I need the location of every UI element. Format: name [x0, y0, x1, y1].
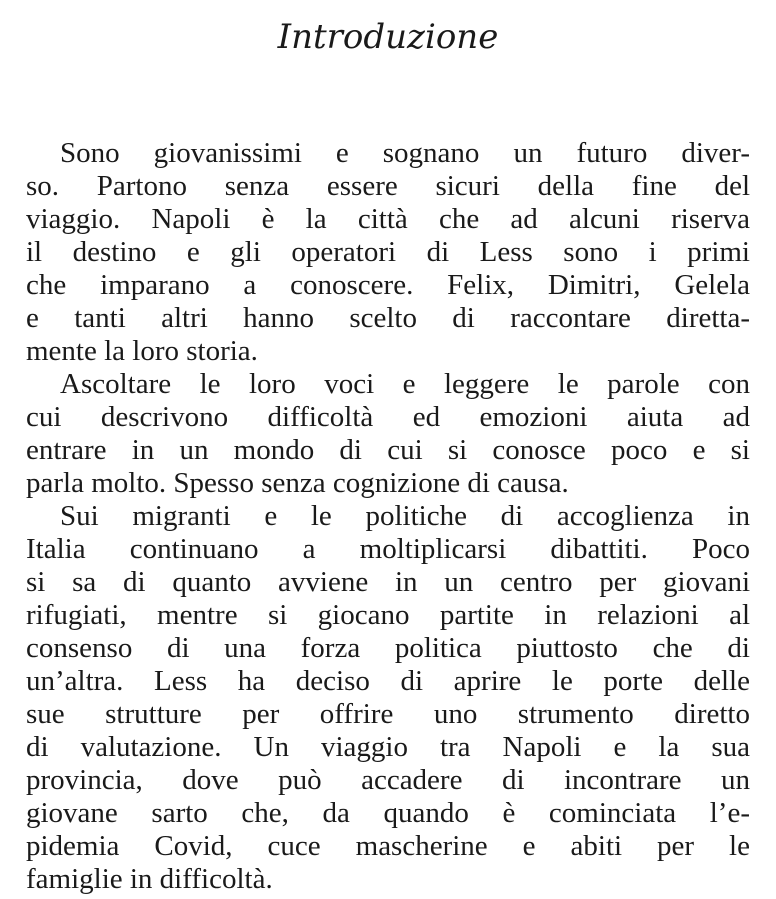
text-line: Sui migranti e le politiche di accoglienza in	[60, 500, 750, 532]
text-line: si sa di quanto avviene in un centro per giovani	[26, 566, 750, 598]
text-line: un’altra. Less ha deciso di aprire le porte delle	[26, 665, 750, 697]
text-line: consenso di una forza politica piuttosto che di	[26, 632, 750, 664]
text-line: Italia continuano a moltiplicarsi dibattiti. Poco	[26, 533, 750, 565]
text-line: mente la loro storia.	[26, 335, 258, 367]
text-line: il destino e gli operatori di Less sono i primi	[26, 236, 750, 268]
text-line: e tanti altri hanno scelto di raccontare diretta-	[26, 302, 750, 334]
text-line: so. Partono senza essere sicuri della fine del	[26, 170, 750, 202]
text-line: parla molto. Spesso senza cognizione di causa.	[26, 467, 569, 499]
text-line: giovane sarto che, da quando è cominciata l’e-	[26, 797, 750, 829]
text-line: Ascoltare le loro voci e leggere le parole con	[60, 368, 750, 400]
text-line: provincia, dove può accadere di incontrare un	[26, 764, 750, 796]
text-line: Sono giovanissimi e sognano un futuro diver-	[60, 137, 750, 169]
chapter-body	[26, 137, 750, 896]
text-line: rifugiati, mentre si giocano partite in relazioni al	[26, 599, 750, 631]
chapter-title: Introduzione	[277, 17, 499, 57]
text-line: entrare in un mondo di cui si conosce poco e si	[26, 434, 750, 466]
text-line: di valutazione. Un viaggio tra Napoli e la sua	[26, 731, 750, 763]
text-line: sue strutture per offrire uno strumento diretto	[26, 698, 750, 730]
text-line: famiglie in difficoltà.	[26, 863, 273, 895]
text-line: che imparano a conoscere. Felix, Dimitri, Gelela	[26, 269, 750, 301]
text-line: cui descrivono difficoltà ed emozioni aiuta ad	[26, 401, 750, 433]
text-line: pidemia Covid, cuce mascherine e abiti per le	[26, 830, 750, 862]
text-line: viaggio. Napoli è la città che ad alcuni riserva	[26, 203, 750, 235]
